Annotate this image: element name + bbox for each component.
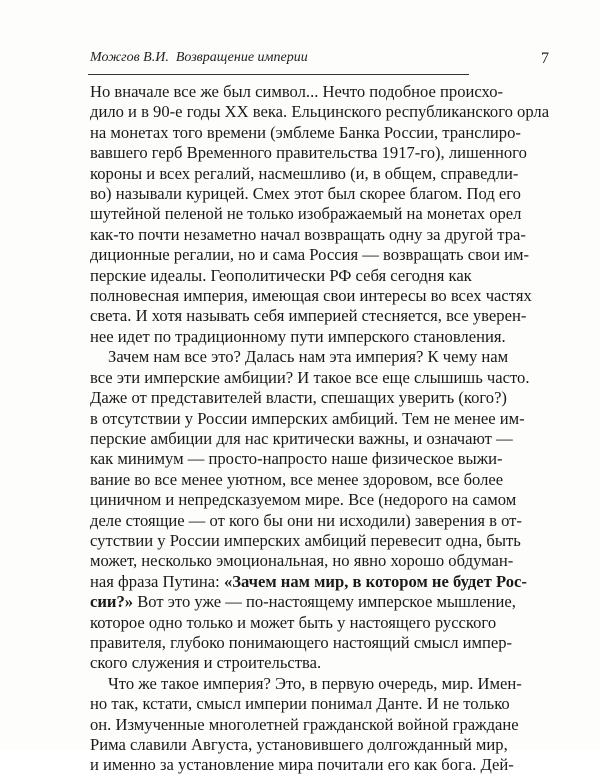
text-line: Но вначале все же был символ... Нечто подобное происхо- bbox=[90, 82, 504, 101]
text-line: Зачем нам все это? Далась нам эта империя? К чему нам bbox=[108, 347, 509, 367]
after-quote-text: Вот это уже — по-настоящему имперское мышление, bbox=[133, 592, 516, 612]
text-line: шутейной пеленой не только изображаемый на монетах орел bbox=[90, 204, 522, 224]
text-line: в отсутствии у России имперских амбиций. Тем не менее им- bbox=[90, 408, 525, 428]
text-line: перские амбиции для нас критически важны, и означают — bbox=[90, 428, 513, 448]
header-rule bbox=[88, 74, 469, 75]
putin-quote-part1: «Зачем нам мир, в котором не будет Рос- bbox=[223, 571, 527, 591]
text-line: ского служения и строительства. bbox=[90, 653, 322, 673]
header-title: Возвращение империи bbox=[175, 50, 308, 65]
page-number: 7 bbox=[541, 50, 549, 67]
quote-line-prefix: ная фраза Путина: bbox=[90, 571, 224, 591]
text-line: как-то почти незаметно начал возвращать одну за другой тра- bbox=[90, 224, 526, 244]
text-line: на монетах того времени (эмблеме Банка России, транслиро- bbox=[90, 122, 521, 142]
text-line: вание во все менее уютном, все менее здоровом, все более bbox=[90, 469, 504, 489]
text-line: как минимум — просто-напросто наше физическое выжи- bbox=[90, 449, 503, 469]
text-line: нее идет по традиционному пути имперского становления. bbox=[90, 326, 506, 346]
text-line: которое одно только и может быть у настоящего русского bbox=[90, 612, 497, 632]
text-line: циничном и непредсказуемом мире. Все (недорого на самом bbox=[90, 490, 517, 510]
text-line: и именно за установление мира почитали его как бога. Дей- bbox=[90, 755, 514, 775]
text-line: Что же такое империя? Это, в первую очередь, мир. Имен- bbox=[108, 673, 522, 693]
body-text bbox=[90, 82, 550, 776]
header-author: Можгов В.И. bbox=[90, 50, 169, 65]
text-line: Рима славили Августа, установившего долгожданный мир, bbox=[90, 735, 508, 754]
text-line bbox=[90, 571, 527, 592]
text-line: короны и всех регалий, насмешливо (и, в общем, справедли- bbox=[90, 163, 519, 183]
text-line: полновесная империя, имеющая свои интересы во всех частях bbox=[90, 286, 532, 306]
text-line: дило и в 90-е годы XX века. Ельцинского республиканского орла bbox=[90, 102, 550, 122]
text-line: вавшего герб Временного правительства 1917-го), лишенного bbox=[90, 143, 527, 163]
text-line: во) называли курицей. Смех этот был скорее благом. Под его bbox=[90, 184, 521, 204]
text-line: Даже от представителей власти, спешащих уверить (кого?) bbox=[90, 388, 507, 408]
text-line: может, несколько эмоциональная, но явно хорошо обдуман- bbox=[90, 551, 514, 571]
text-line: все эти имперские амбиции? И такое все еще слышишь часто. bbox=[90, 367, 530, 387]
text-line: деле стоящие — от кого бы они ни исходили) заверения в от- bbox=[90, 510, 522, 530]
header-text bbox=[90, 50, 308, 66]
text-line: сутствии у России имперских амбиций перевесит одна, быть bbox=[90, 530, 521, 550]
running-header bbox=[88, 48, 549, 74]
text-line: перские идеалы. Геополитически РФ себя сегодня как bbox=[90, 265, 472, 285]
text-line: он. Измученные многолетней гражданской войной граждане bbox=[90, 714, 519, 734]
putin-quote-part2: сии?» bbox=[90, 592, 134, 612]
text-line: диционные регалии, но и сама Россия — возвращать свои им- bbox=[90, 245, 530, 265]
text-line: но так, кстати, смысл империи понимал Данте. И не только bbox=[90, 694, 510, 714]
text-line: света. И хотя называть себя империей стесняется, все уверен- bbox=[90, 306, 527, 326]
text-line: правителя, глубоко понимающего настоящий смысл импер- bbox=[90, 632, 513, 652]
text-line bbox=[90, 592, 516, 612]
